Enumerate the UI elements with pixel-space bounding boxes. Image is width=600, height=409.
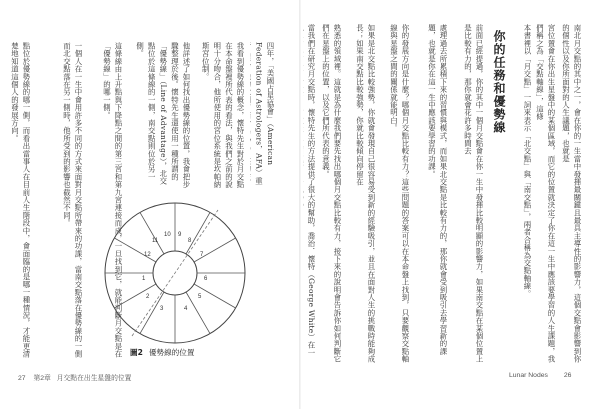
- right-column-h: 熟悉的領域裡。這就是為什麼我們要先找出哪個月交點比較有力，接下來的說明會告訴你如何判斷它們在星盤上的位置，以及它們所代表的意義。: [321, 24, 342, 363]
- house-number-9: 9: [178, 232, 182, 238]
- right-column-d: 前面已經提過，你的其中一個月交點會在你一生中發揮比較明顯的影響力，如果南交點在某個位置上是比較有力的，那你就會花許多時間去: [463, 24, 484, 363]
- house-number-8: 8: [188, 238, 192, 244]
- left-page: [0, 0, 299, 409]
- right-column-e: 處理過去所累積下來的習慣與模式，而如果北交點是比較有力的，那你就會受到吸引去學習新的課題，也就是你在這一生中應該要學習的功課。: [427, 24, 448, 356]
- figure-caption-text: 優勢線的位置: [148, 348, 195, 357]
- house-number-7: 7: [200, 252, 204, 258]
- house-number-12: 12: [144, 252, 151, 258]
- house-number-5: 5: [198, 294, 202, 300]
- left-column-f: 點位於優勢線的哪一側，而看出當事人在目前人生階段中，會面臨的是哪一種情況，才能更清楚地知道這個人的發展方向。: [10, 42, 31, 358]
- right-column-g: 如果是北交點比較強勢，你就會發現自己很容易受到新的經驗吸引，並且在面對人生的挑戰時能夠成長；如果南交點比較強勢，你就比較傾向停留在: [355, 24, 376, 363]
- left-column-e: 一個人在一生中會用許多不同的方式來面對月交點所帶來的功課，當南交點落在優勢線的一側而北交點落在另一側時，他所受到的影響也截然不同。: [62, 42, 83, 358]
- house-number-4: 4: [184, 306, 188, 312]
- right-column-b: 宮位置會在你出生星盤中的某個區域，而它的位置就決定了你在這一生中應該要學習的人生課題，我們稱之為「交點軸線」，這條: [535, 24, 556, 363]
- house-number-3: 3: [160, 306, 164, 312]
- right-column-f: 你的發展方向是什麼？哪個月交點比較有力？這些問題的答案可以在本命盤上找到，只要觀察交點軸線與星盤之間的關係就能明白。: [389, 24, 410, 363]
- left-footer-chapter: 第2章: [33, 375, 51, 382]
- house-number-2: 2: [146, 294, 150, 300]
- left-column-d: 這條線由上升點與下降點之間的第三宮和第九宮連接而成，一旦找到它，就能判斷月交點是在「優勢線」的哪一側。: [102, 42, 123, 358]
- house-number-11: 11: [152, 238, 159, 244]
- right-column-c: 本書裡以「月交點」一詞來表示「北交點」與「南交點」，兩者合稱為交點軸線。: [523, 24, 532, 298]
- left-page-number: 27: [18, 375, 26, 382]
- right-column-i: 當我們在研究月交點時，懷特先生的方法提供了很大的幫助，喬治．懷特（George White）在一: [307, 24, 316, 357]
- right-page: [301, 0, 600, 409]
- house-number-10: 10: [164, 232, 171, 238]
- right-page-number: 26: [563, 372, 572, 379]
- house-number-6: 6: [204, 276, 208, 282]
- section-heading: 你的任務和優勢線: [492, 30, 506, 134]
- left-column-a: 四年，「美國占星協會」（American Federation of Astrologers，AFA）重: [254, 42, 275, 185]
- figure-caption-number: 圖2: [130, 348, 143, 357]
- right-footer-brand: Lunar Nodes: [509, 372, 548, 379]
- right-page-footer: [509, 372, 571, 379]
- figure-caption: [130, 347, 194, 358]
- house-number-1: 1: [142, 276, 146, 282]
- left-page-footer: [18, 372, 131, 382]
- figure-house-wheel: [100, 198, 250, 348]
- left-footer-title: 月交點在出生星盤的位置: [56, 375, 132, 382]
- left-column-b: 我看到優勢線的概念，懷特先生對於月交點在本命盤裡所代表的看法，與我們之前的說明十分吻合，他所使用的宮位系統是坎帕納斯宮位制。: [201, 42, 245, 189]
- right-column-a: 南北月交點的其中之一，會在你的一生當中發揮最關鍵且最具主導性的影響力，這個交點會影響到你的個性以及你所面對的人生議題，也就是: [561, 24, 582, 363]
- left-column-c: 他詳述了如何找出優勢線的位置，我會把步驟整理於後。懷特先生還使用一種所謂的「優勢線」（Line of Advantage），北交點位於這條線的一側，南交點則位於另一側。: [135, 42, 191, 189]
